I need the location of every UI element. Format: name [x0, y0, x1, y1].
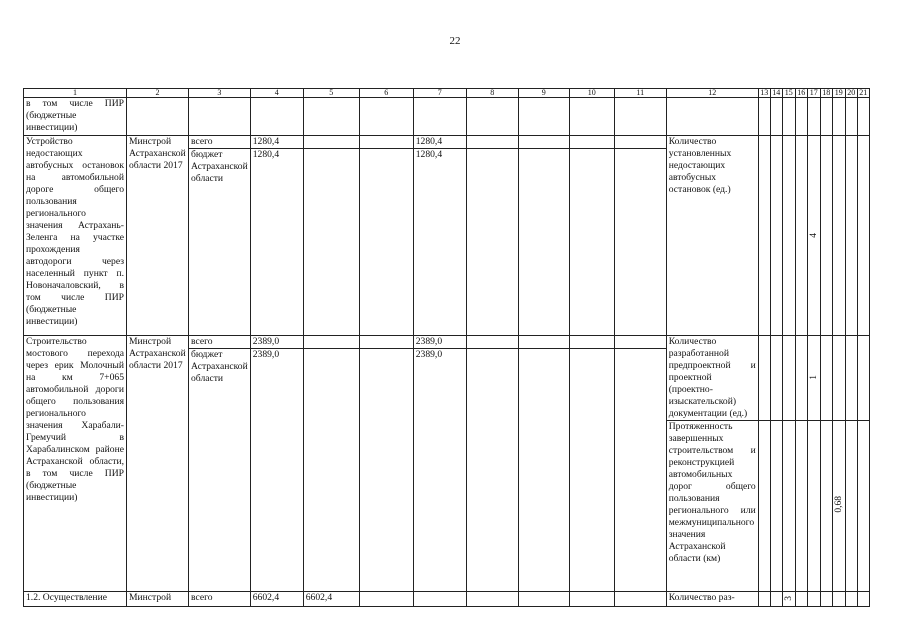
row-name-cell: в том числе ПИР (бюджетные инвестиции) — [24, 98, 127, 136]
value-col5: 6602,4 — [303, 592, 359, 607]
col-header-11: 11 — [614, 89, 666, 98]
page-number: 22 — [449, 35, 461, 47]
col-header-18: 18 — [822, 88, 831, 97]
col-header-12: 12 — [666, 89, 758, 98]
col-header-9: 9 — [518, 89, 569, 98]
col-header-21: 21 — [859, 88, 868, 97]
row-name-cell: Устройство недостающих автобусных остановок на автомобильной дороге общего пользования регионального значения Астрахань-Зеленга на участке прохождения автодороги через населенный пункт п. Новоначаловский, в том числе ПИР (бюджетные инвестиции) — [24, 136, 127, 336]
value-col4: 2389,0 — [250, 349, 303, 592]
source-total: всего — [189, 592, 251, 607]
indicator-cell: Протяженность завершенных строительством и реконструкцией автомобильных дорог общего пользования регионального или межмуниципального значения Астраханской области (км) — [666, 421, 758, 592]
indicator-cell: Количество разработанной предпроектной и проектной (проектно-изыскательской) документации (ед.) — [666, 336, 758, 421]
indicator-cell: Количество установленных недостающих автобусных остановок (ед.) — [666, 136, 758, 336]
col-header-6: 6 — [359, 89, 413, 98]
col-header-2: 2 — [127, 89, 189, 98]
program-table — [23, 88, 870, 607]
indicator-value: 0,68 — [833, 495, 844, 513]
indicator-value: 1 — [808, 375, 819, 380]
indicator-value: 3 — [783, 596, 794, 601]
indicator-value: 4 — [808, 232, 819, 238]
column-number-row — [24, 89, 870, 98]
executor-cell: Минстрой Астраханской области 2017 — [127, 136, 189, 336]
col-header-7: 7 — [413, 89, 466, 98]
row-name-cell: 1.2. Осуществление — [24, 592, 127, 607]
source-total: всего — [189, 136, 251, 149]
value-col7: 2389,0 — [413, 349, 466, 592]
executor-cell: Минстрой Астраханской области 2017 — [127, 336, 189, 592]
col-header-19: 19 — [832, 89, 845, 98]
col-header-3: 3 — [189, 89, 251, 98]
col-header-8: 8 — [466, 89, 518, 98]
indicator-cell: Количество раз- — [666, 592, 758, 607]
col-header-5: 5 — [303, 89, 359, 98]
value-col4: 6602,4 — [250, 592, 303, 607]
source-regional-budget: бюджет Астраханской области — [189, 349, 251, 592]
table-row — [24, 336, 870, 349]
row-name-cell: Строительство мостового перехода через ерик Молочный на км 7+065 автомобильной дороги общего пользования регионального значения Харабали-Гремучий в Харабалинском районе Астраханской области, в том числе ПИР (бюджетные инвестиции) — [24, 336, 127, 592]
value-col4: 1280,4 — [250, 136, 303, 149]
table-row — [24, 136, 870, 149]
value-col7: 2389,0 — [413, 336, 466, 349]
col-header-15: 15 — [782, 89, 795, 98]
executor-cell: Минстрой — [127, 592, 189, 607]
source-regional-budget: бюджет Астраханской области — [189, 149, 251, 336]
col-header-13: 13 — [760, 88, 769, 97]
col-header-4: 4 — [250, 89, 303, 98]
value-col7: 1280,4 — [413, 149, 466, 336]
col-header-20: 20 — [847, 88, 856, 97]
value-col7: 1280,4 — [413, 136, 466, 149]
table-row — [24, 592, 870, 607]
col-header-1: 1 — [24, 89, 127, 98]
source-total: всего — [189, 336, 251, 349]
col-header-10: 10 — [569, 89, 614, 98]
table-row — [24, 98, 870, 136]
col-header-17: 17 — [807, 89, 820, 98]
col-header-16: 16 — [797, 88, 806, 97]
value-col4: 1280,4 — [250, 149, 303, 336]
col-header-14: 14 — [772, 88, 781, 97]
value-col4: 2389,0 — [250, 336, 303, 349]
